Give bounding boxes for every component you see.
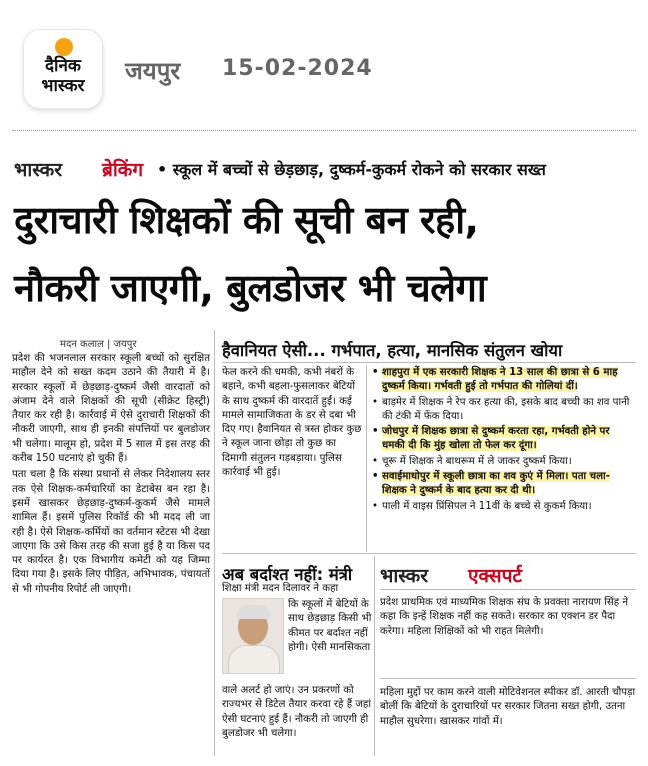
breaking-text: • स्कूल में बच्चों से छेड़छाड़, दुष्कर्म-कुकर्म रोकने को सरकार सख्त (157, 160, 546, 179)
sub-story-title: हैवानियत ऐसी... गर्भपात, हत्या, मानसिक संतुलन खोया (222, 341, 563, 360)
dainik-bhaskar-logo[interactable] (24, 30, 102, 108)
byline: मदन कलाल | जयपुर (60, 339, 137, 350)
column-divider (366, 366, 367, 552)
incident-item: • शाहपुरा में एक सरकारी शिक्षक ने 13 साल की छात्रा से 6 माह दुष्कर्म किया। गर्भवती हुई तो गर्भपात की गोलियां दीं। (372, 366, 632, 395)
minister-photo (222, 598, 284, 674)
minister-intro: शिक्षा मंत्री मदन दिलावर ने कहा (222, 583, 339, 594)
minister-title: अब बर्दाश्त नहीं: मंत्री (222, 565, 353, 584)
minister-quote: कि स्कूलों में बेटियों के साथ छेड़छाड़ किसी भी कीमत पर बर्दाश्त नहीं होगी। ऐसी मानसिकता (288, 599, 372, 653)
headline-line2: नौकरी जाएगी, बुलडोजर भी चलेगा (14, 266, 487, 310)
column-divider (374, 556, 375, 756)
expert-brand: भास्कर (380, 565, 429, 587)
breaking-brand: भास्कर (14, 159, 63, 181)
divider (222, 553, 636, 554)
sub-story-body: फेल करने की धमकी, कभी नंबरों के बहाने, कभी बहला-फुसलाकर बेटियों के साथ दुष्कर्म की वारदातें हुईं। कई मामले सामाजिकता के डर से दबा भी दिए गए। हैवानियत से त्रस्त होकर कुछ ने स्कूल जाना छोड़ा तो कुछ का दिमागी संतुलन गड़बड़ाया। पुलिस कार्रवाई भी हुई। (222, 367, 362, 479)
logo-text-line2: भास्कर (41, 76, 85, 96)
app-header (0, 0, 648, 118)
headline-line1: दुराचारी शिक्षकों की सूची बन रही, (14, 198, 479, 242)
incident-item: • पाली में वाइस प्रिंसिपल ने 11वीं के बच्चे से कुकर्म किया। (372, 500, 632, 514)
expert-tag: एक्सपर्ट (468, 565, 522, 587)
logo-text-line1: दैनिक (45, 56, 81, 76)
divider (380, 589, 636, 590)
sun-icon (55, 38, 73, 56)
column-divider (214, 330, 215, 756)
incident-item: • चूरू में शिक्षक ने बाथरूम में ले जाकर दुष्कर्म किया। (372, 455, 632, 469)
incident-list (372, 366, 632, 515)
divider (380, 678, 636, 679)
edition-city: जयपुर (125, 57, 181, 85)
breaking-strip (12, 156, 636, 186)
edition-date: 15-02-2024 (222, 56, 373, 81)
minister-statement: वाले अलर्ट हो जाएं। उन प्रकरणों को राज्यभर से डिटेल तैयार करवा रहे हैं जहां ऐसी घटनाएं हुई हैं। नौकरी तो जाएगी ही बुलडोजर भी चलेगा। (222, 685, 371, 739)
breaking-tag: ब्रेकिंग (102, 159, 144, 181)
incident-item: • जोधपुर में शिक्षक छात्रा से दुष्कर्म करता रहा, गर्भवती होने पर धमकी दी कि मुंह खोला तो फेल कर दूंगा। (372, 425, 632, 454)
incident-item: • सवाईमाधोपुर में स्कूली छात्रा का शव कुएं में मिला। पता चला- शिक्षक ने दुष्कर्म के बाद हत्या कर दी थी। (372, 470, 632, 499)
divider (222, 362, 636, 363)
divider (12, 130, 636, 131)
expert-quote: प्रदेश प्राथमिक एवं माध्यमिक शिक्षक संघ के प्रवक्ता नारायण सिंह ने कहा कि इन्हें शिक्षक नहीं कह सकते। सरकार का एक्शन डर पैदा करेगा। महिला शिक्षिकों को भी राहत मिलेगी। (380, 597, 629, 637)
main-story-paragraph: प्रदेश की भजनलाल सरकार स्कूली बच्चों को सुरक्षित माहौल देने को सख्त कदम उठाने की तैयारी में है। सरकार स्कूलों में छेड़छाड़-दुष्कर्म जैसी वारदातों को अंजाम देने वाले शिक्षकों की सूची (सीक्रेट हिस्ट्री) तैयार कर रही है। कार्रवाई में ऐसे दुराचारी शिक्षकों की नौकरी जाएगी, साथ ही इनकी संपत्तियों पर बुलडोजर भी चलेगा। मालूम हो, प्रदेश में 5 साल में इस तरह की करीब 150 घटनाएं हो चुकी हैं। (12, 353, 210, 465)
main-story-paragraph: पता चला है कि संस्था प्रधानों से लेकर निदेशालय स्तर तक ऐसे शिक्षक-कर्मचारियों का डेटाबेस बन रहा है। इसमें खासकर छेड़छाड़-दुष्कर्म-कुकर्म जैसे मामले शामिल हैं। इसमें पुलिस रिकॉर्ड की भी मदद ली जा रही है। ऐसे शिक्षक-कर्मियों का वर्तमान स्टेटस भी देखा जाएगा कि उसे किस तरह की सजा हुई है या किस पद पर कार्यरत है। एक विभागीय कमेटी को यह जिम्मा दिया गया है। इसके लिए पीड़ित, अभिभावक, पंचायतों से भी गोपनीय रिपोर्ट ली जाएगी। (12, 469, 210, 595)
incident-item: • बाड़मेर में शिक्षक ने रेप कर हत्या की, इसके बाद बच्ची का शव पानी की टंकी में फेंक दिया। (372, 396, 632, 425)
expert-quote: महिला मुद्दों पर काम करने वाली मोटिवेशनल स्पीकर डॉ. आरती चौपड़ा बोलीं कि बेटियों के दुराचारियों पर सरकार जितना सख्त होगी, उतना माहौल सुधरेगा। खासकर गांवों में। (380, 687, 636, 727)
main-story-body (12, 352, 210, 756)
